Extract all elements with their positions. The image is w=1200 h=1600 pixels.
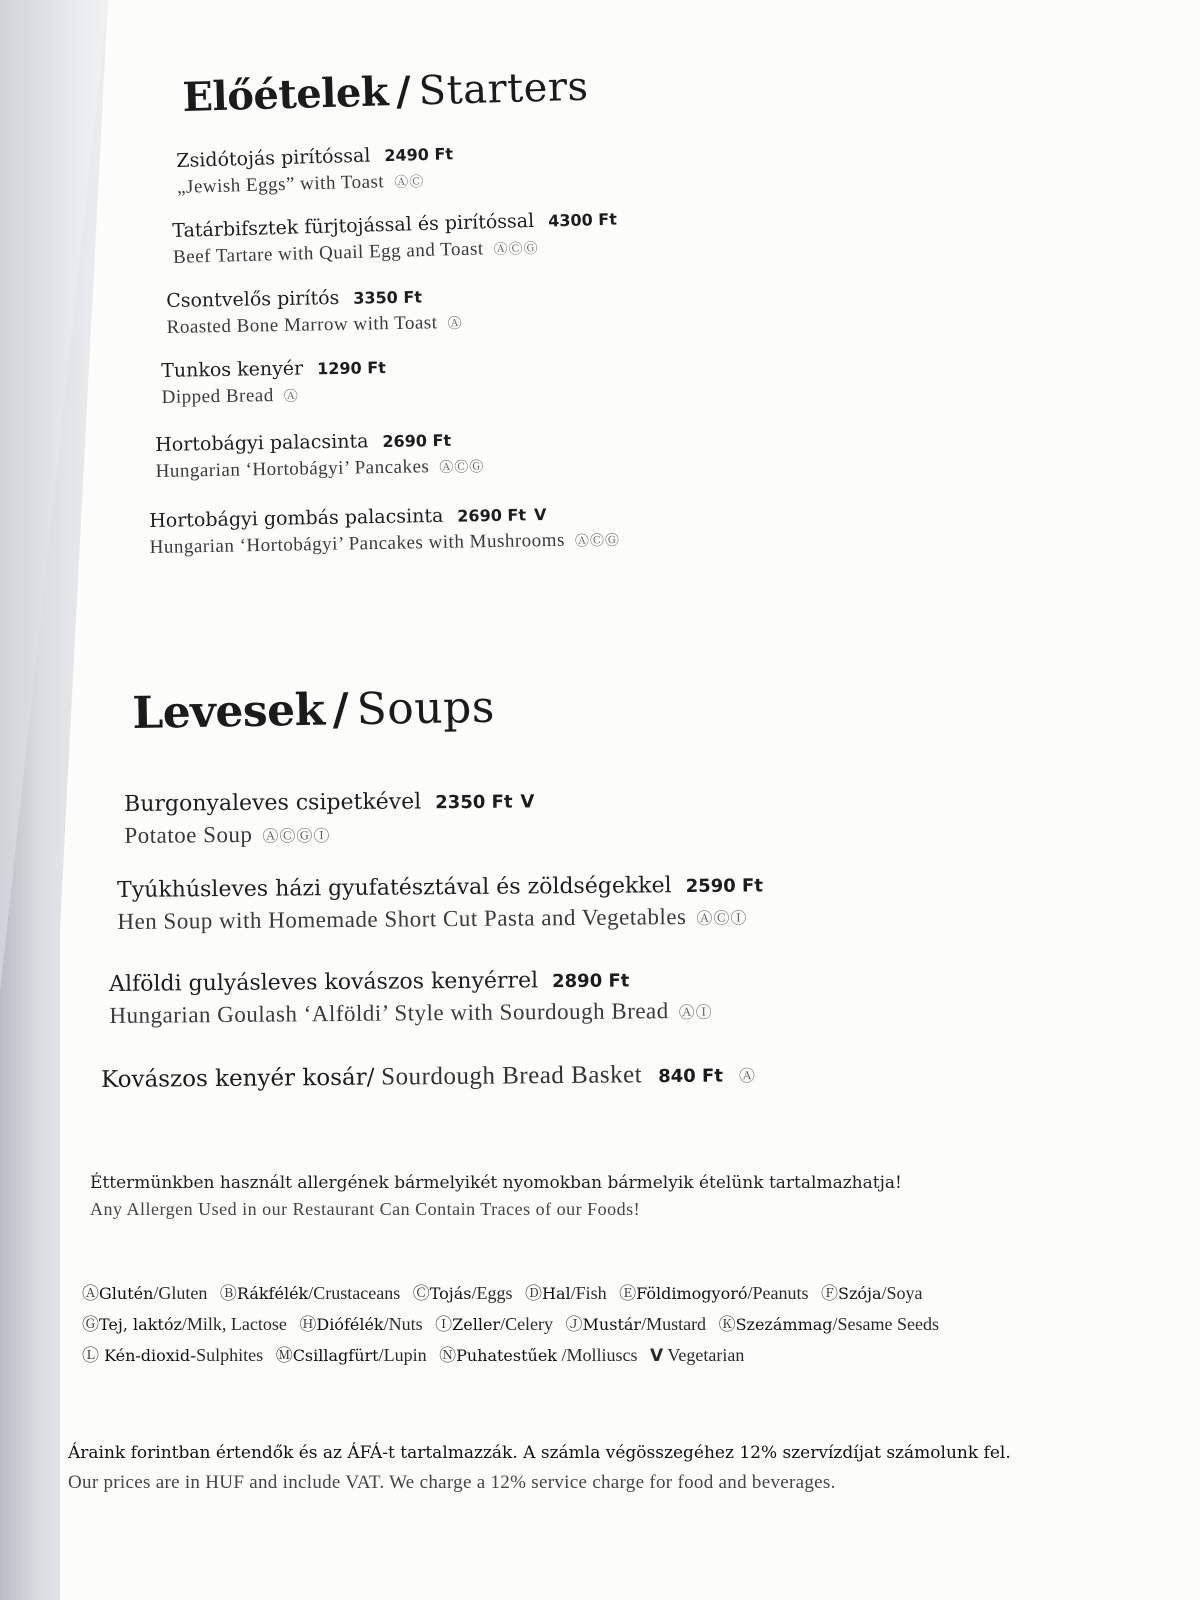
allergen-legend [82, 1278, 1182, 1371]
legend-row [82, 1309, 1182, 1340]
item-name-hu: Tyúkhúsleves házi gyufatésztával és zöldségekkel [117, 873, 672, 903]
legend-entry [719, 1314, 939, 1334]
item-name-hu: Tunkos kenyér [161, 357, 304, 382]
item-name-en: Dipped Bread [161, 385, 274, 408]
allergen-name-hu: Puhatestűek [456, 1346, 557, 1365]
item-name-en: Hungarian ‘Hortobágyi’ Pancakes with Mushrooms [149, 529, 566, 558]
legend-entry [650, 1345, 744, 1365]
item-allergens: Ⓐ [447, 316, 463, 333]
item-price: 1290 Ft [316, 358, 387, 379]
item-name-en: Roasted Bone Marrow with Toast [166, 312, 438, 338]
price-footer [68, 1438, 1011, 1498]
item-allergens: Ⓐ [283, 389, 299, 405]
legend-entry [413, 1283, 513, 1303]
allergen-name-en: /Soya [881, 1283, 923, 1303]
item-price: 2490 Ft [384, 144, 454, 166]
allergen-code: Ⓓ [525, 1284, 542, 1304]
allergen-name-hu: Szezámmag [735, 1315, 833, 1334]
allergen-code: Ⓕ [820, 1284, 838, 1304]
item-price: 2590 Ft [685, 875, 763, 898]
item-name-hu: Burgonyaleves csipetkével [124, 789, 422, 817]
allergen-name-en: /Crustaceans [308, 1283, 401, 1303]
item-allergens: ⒶⒸⒼ [439, 460, 485, 477]
allergen-name-hu: Glutén [99, 1284, 154, 1303]
allergen-code: Ⓚ [718, 1315, 736, 1335]
menu-item [161, 354, 387, 413]
menu-item [176, 140, 454, 203]
allergen-name-hu: Szója [837, 1284, 882, 1303]
legend-entry [619, 1283, 808, 1303]
allergen-name-en: /Peanuts [747, 1283, 809, 1303]
allergen-code: Ⓜ [275, 1346, 293, 1366]
allergen-name-hu: Mustár [582, 1315, 642, 1334]
soups-title [131, 681, 496, 739]
allergen-name-hu: Csillagfürt [292, 1346, 379, 1365]
legend-entry [82, 1345, 263, 1365]
menu-item [109, 965, 713, 1034]
allergen-note-hu: Éttermünkben használt allergének bármelyikét nyomokban bármelyik ételünk tartalmazhatja! [90, 1173, 902, 1193]
allergen-code: Ⓑ [219, 1284, 237, 1304]
allergen-name-en: -Sulphites [190, 1345, 264, 1365]
allergen-note-en: Any Allergen Used in our Restaurant Can Contain Traces of our Foods! [90, 1199, 641, 1219]
allergen-code: Ⓙ [565, 1315, 583, 1335]
soups-title-slash: / [332, 684, 350, 736]
item-price: 2690 Ft [382, 430, 452, 452]
legend-entry [82, 1283, 207, 1303]
menu-item [117, 870, 763, 940]
allergen-name-en: /Celery [500, 1314, 554, 1334]
item-price: 840 Ft [658, 1065, 724, 1088]
item-name-en: Hen Soup with Homemade Short Cut Pasta and Vegetables [117, 904, 687, 934]
allergen-code: Ⓛ [82, 1346, 99, 1366]
starters-title-slash: / [395, 67, 412, 116]
allergen-name-hu: Tej, laktóz [99, 1315, 182, 1334]
item-price: 2690 Ft [457, 505, 527, 526]
bread-basket-item [101, 1060, 755, 1094]
legend-entry [220, 1283, 400, 1303]
item-name-hu: Kovászos kenyér kosár/ [101, 1064, 375, 1093]
starters-title [181, 63, 590, 121]
allergen-code: Ⓖ [82, 1315, 99, 1335]
allergen-code: Ⓝ [439, 1346, 457, 1366]
allergen-name-hu: Zeller [452, 1315, 501, 1334]
allergen-name-en: /Molliuscs [557, 1345, 638, 1365]
item-name-hu: Alföldi gulyásleves kovászos kenyérrel [109, 968, 539, 997]
allergen-name-en: /Eggs [471, 1283, 513, 1303]
allergen-name-en: /Mustard [641, 1314, 707, 1334]
legend-row [82, 1340, 1182, 1371]
item-allergens: ⒶⒸⒼ [574, 533, 621, 550]
item-price: 2890 Ft [551, 970, 630, 993]
allergen-name-en: /Sesame Seeds [832, 1314, 939, 1334]
vegetarian-mark: V [533, 505, 547, 525]
vegetarian-code: V [650, 1346, 664, 1366]
soups-title-hu: Levesek [131, 684, 326, 739]
allergen-code: Ⓗ [299, 1315, 317, 1335]
menu-item [172, 206, 618, 273]
allergen-name-hu: Kén-dioxid [99, 1346, 191, 1365]
item-name-en: Hungarian Goulash ‘Alföldi’ Style with Sourdough Bread [109, 998, 669, 1028]
item-name-hu: Csontvelős pirítós [166, 286, 340, 312]
allergen-name-hu: Tojás [429, 1284, 472, 1303]
allergen-name-hu: Földimogyoró [636, 1284, 748, 1303]
item-name-en: „Jewish Eggs” with Toast [176, 171, 385, 198]
allergen-code: Ⓘ [435, 1315, 453, 1335]
menu-item [124, 786, 535, 854]
item-allergens: ⒶⒸ [394, 175, 425, 191]
allergen-name-en: /Nuts [383, 1314, 423, 1334]
allergen-name-en: /Milk, Lactose [181, 1314, 287, 1334]
price-note-hu: Áraink forintban értendők és az ÁFÁ-t tartalmazzák. A számla végösszegéhez 12% szervízdíjat számolunk fel. [68, 1443, 1011, 1463]
allergen-name-en: /Fish [570, 1283, 607, 1303]
item-name-en: Beef Tartare with Quail Egg and Toast [172, 238, 484, 268]
menu-item [149, 500, 620, 563]
allergen-code: Ⓐ [82, 1284, 99, 1304]
item-price: 3350 Ft [353, 287, 423, 308]
legend-entry [439, 1345, 637, 1365]
menu-item [155, 426, 485, 487]
allergen-name-hu: Rákfélék [236, 1284, 309, 1303]
item-name-en: Potatoe Soup [124, 821, 253, 848]
item-name-en: Hungarian ‘Hortobágyi’ Pancakes [155, 456, 430, 482]
item-name-hu: Tatárbifsztek fürjtojással és pirítóssal [172, 209, 535, 242]
item-allergens: ⒶⒸⒾ [696, 910, 748, 928]
item-name-hu: Hortobágyi palacsinta [155, 430, 369, 456]
legend-entry [435, 1314, 553, 1334]
allergen-name-en: /Lupin [378, 1345, 427, 1365]
legend-entry [525, 1283, 607, 1303]
starters-title-en: Starters [418, 63, 590, 115]
legend-entry [82, 1314, 287, 1334]
item-price: 4300 Ft [547, 209, 618, 231]
price-note-en: Our prices are in HUF and include VAT. We charge a 12% service charge for food and beverages. [68, 1472, 836, 1493]
soups-title-en: Soups [356, 681, 496, 736]
item-price: 2350 Ft [435, 791, 513, 814]
allergen-code: Ⓒ [412, 1284, 430, 1304]
allergen-name-en: /Gluten [153, 1283, 208, 1303]
starters-title-hu: Előételek [181, 68, 389, 121]
allergen-name-hu: Hal [542, 1284, 571, 1303]
legend-entry [276, 1345, 427, 1365]
allergen-code: Ⓔ [619, 1284, 637, 1304]
item-allergens: ⒶⒾ [678, 1004, 713, 1023]
item-allergens: Ⓐ [738, 1066, 756, 1086]
legend-row [82, 1278, 1182, 1309]
allergen-name-en: Vegetarian [663, 1345, 745, 1365]
item-name-hu: Hortobágyi gombás palacsinta [149, 504, 444, 532]
menu-item [166, 283, 463, 343]
legend-entry [299, 1314, 422, 1334]
legend-entry [821, 1283, 923, 1303]
vegetarian-mark: V [520, 791, 535, 813]
item-name-hu: Zsidótojás pirítóssal [176, 144, 371, 172]
legend-entry [566, 1314, 707, 1334]
allergen-note [90, 1170, 902, 1222]
allergen-name-hu: Diófélék [316, 1315, 384, 1334]
item-allergens: ⒶⒸⒼ [493, 241, 539, 259]
item-name-en: Sourdough Bread Basket [374, 1061, 643, 1091]
item-allergens: ⒶⒸⒼⒾ [262, 828, 331, 846]
